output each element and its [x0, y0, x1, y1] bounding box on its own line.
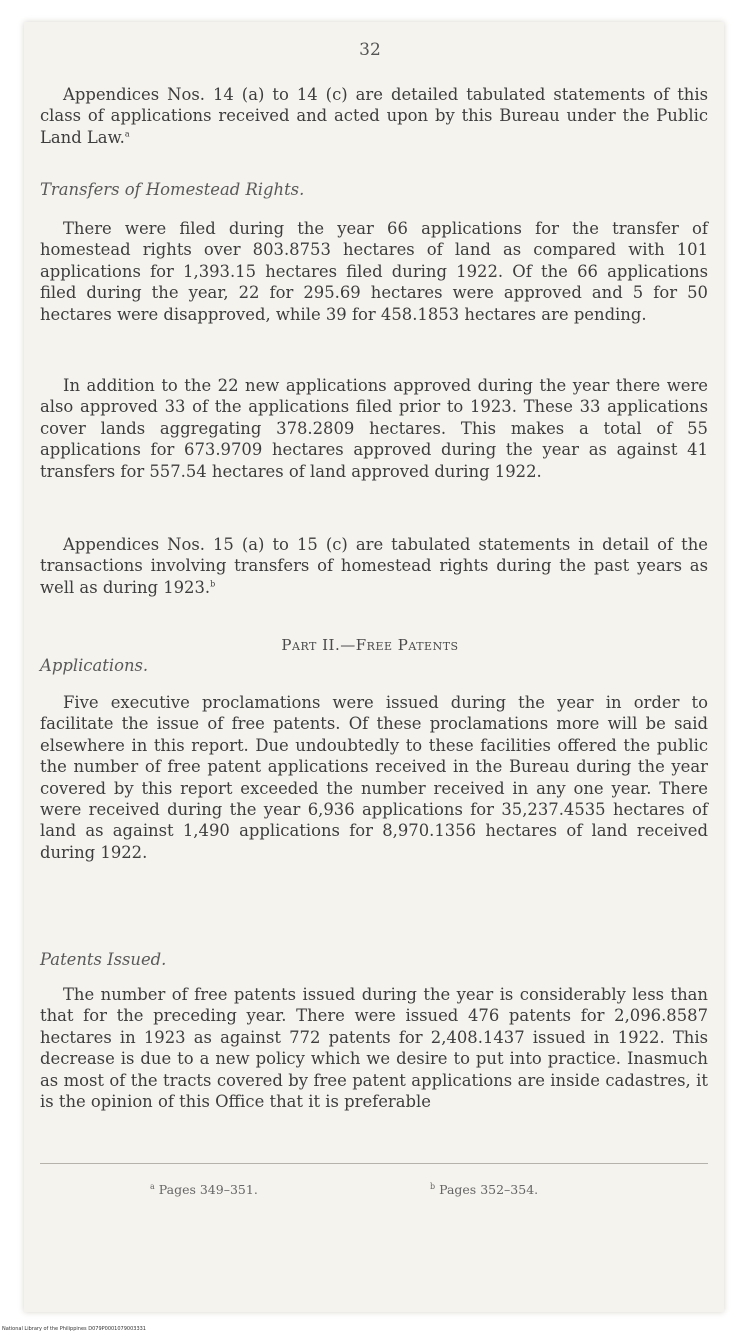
paragraph-patents-issued: The number of free patents issued during the year is considerably less than that for the preceding year. There were issued 476 patents for 2,096.8587 hectares in 1923 as against 772 patents for 2,408.1437 issued in 1922. This decrease is due to a new policy which we desire to put into practice. Inasmuch as most of the tracts covered by free patent applications are inside cadastres, it is the opinion of this Office that it is preferable: [40, 985, 708, 1112]
footnote-mark: a: [150, 1181, 155, 1191]
page-number: 32: [359, 40, 381, 60]
paragraph-text: Appendices Nos. 14 (a) to 14 (c) are detailed tabulated statements of this class of applications received and acted upon by this Bureau under the Public Land Law.: [40, 85, 708, 147]
section-heading-patents-issued: Patents Issued.: [40, 950, 167, 969]
paragraph-text: Appendices Nos. 15 (a) to 15 (c) are tabulated statements in detail of the transactions involving transfers of homestead rights during the past years as well as during 1923.: [40, 535, 708, 597]
footnote-text: Pages 352–354.: [439, 1182, 539, 1197]
footnote-divider: [40, 1163, 708, 1164]
paragraph-applications: Five executive proclamations were issued during the year in order to facilitate the issue of free patents. Of these proclamations more will be said elsewhere in this report. Due undoubtedly to these facilities offered the public the number of free patent applications received in the Bureau during the year covered by this report exceeded the number received in any one year. There were received during the year 6,936 applications for 35,237.4535 hectares of land as against 1,490 applications for 8,970.1356 hectares of land received during 1922.: [40, 693, 708, 862]
paragraph-appendices-14: [40, 84, 708, 148]
part-heading: Part II.—Free Patents: [281, 636, 459, 654]
paragraph-transfers-approved: In addition to the 22 new applications approved during the year there were also approved 33 of the applications filed prior to 1923. These 33 applications cover lands aggregating 378.2809 hectares. This makes a total of 55 applications for 673.9709 hectares approved during the year as against 41 transfers for 557.54 hectares of land approved during 1922.: [40, 376, 708, 481]
footnote-reference: a: [124, 129, 130, 139]
footnote-mark: b: [430, 1181, 436, 1191]
paragraph-appendices-15: [40, 534, 708, 598]
section-heading-applications: Applications.: [40, 656, 149, 675]
section-heading-transfers: Transfers of Homestead Rights.: [40, 180, 305, 199]
footnote-a: [150, 1182, 258, 1197]
scan-credit: National Library of the Philippines D079P0001079003331: [2, 1326, 146, 1332]
footnote-text: Pages 349–351.: [158, 1182, 258, 1197]
footnote-b: [430, 1182, 538, 1197]
footnote-reference: b: [210, 579, 216, 589]
paragraph-transfers-filed: There were filed during the year 66 applications for the transfer of homestead rights over 803.8753 hectares of land as compared with 101 applications for 1,393.15 hectares filed during 1922. Of the 66 applications filed during the year, 22 for 295.69 hectares were approved and 5 for 50 hectares were disapproved, while 39 for 458.1853 hectares are pending.: [40, 219, 708, 324]
